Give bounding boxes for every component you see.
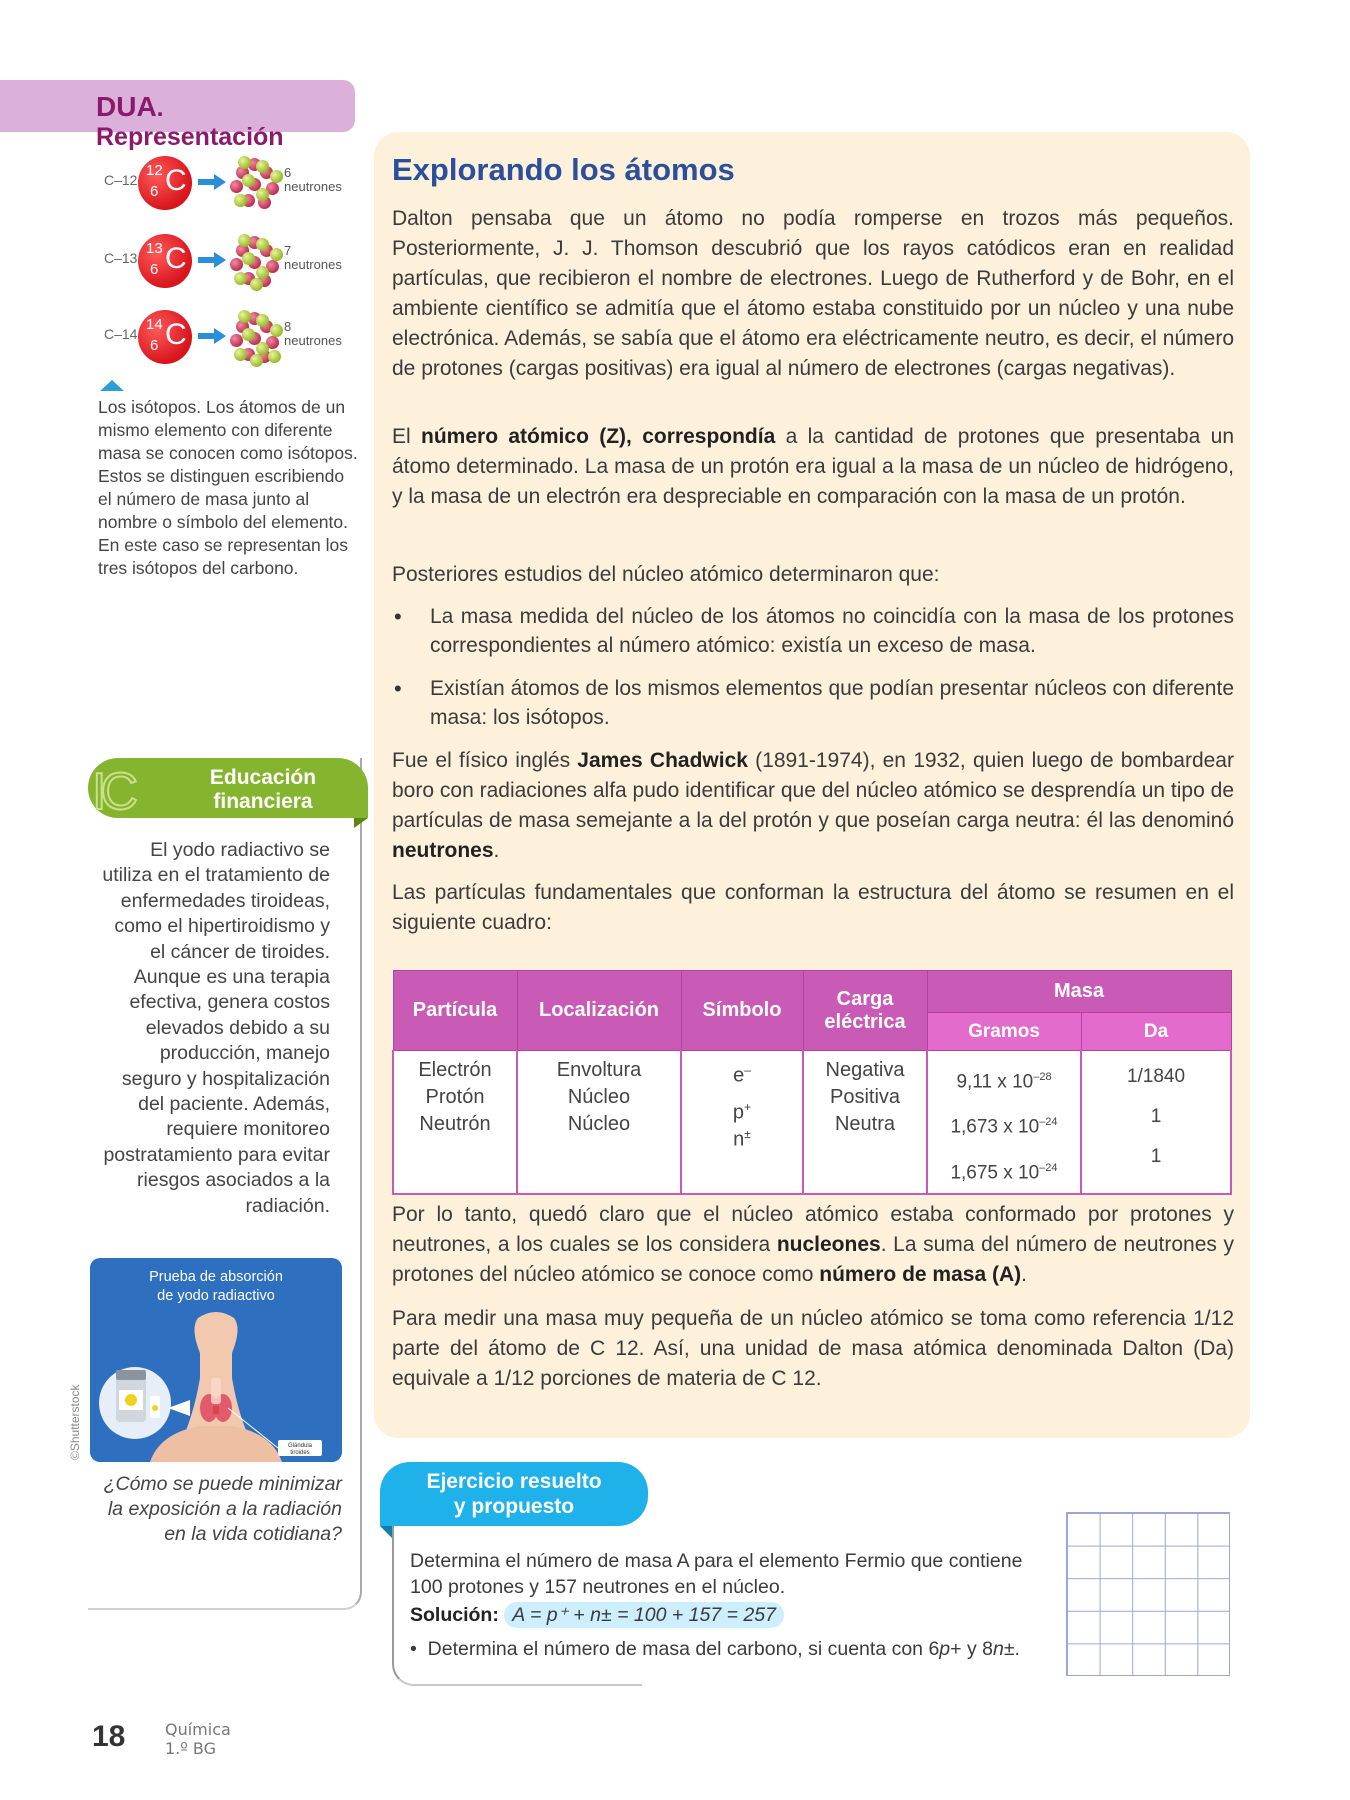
neutron-ball <box>250 278 263 291</box>
neutron-ball <box>242 174 255 187</box>
element-symbol: C <box>165 242 187 275</box>
cell-da: 1/1840 1 1 <box>1081 1051 1231 1194</box>
carbon-atom-icon <box>138 156 192 210</box>
paragraph-dalton-unit: Para medir una masa muy pequeña de un núcleo atómico se toma como referencia 1/12 parte del átomo de C 12. Así, una unidad de masa atómica denominada Dalton (Da) equivale a 1/12 porciones de materia de C 12. <box>392 1307 1234 1390</box>
thyroid-image-title: Prueba de absorción de yodo radiactivo <box>149 1269 283 1304</box>
isotope-row <box>100 304 360 370</box>
header-masa: Masa <box>927 971 1231 1013</box>
neutron-ball <box>238 310 251 323</box>
page-number: 18 <box>92 1720 126 1753</box>
dua-tab <box>0 80 355 151</box>
neutron-ball <box>256 342 269 355</box>
particles-table <box>392 970 1232 1195</box>
paragraph-nucleons: Por lo tanto, quedó claro que el núcleo atómico estaba conformado por protones y neutrones, a los cuales se los considera nucleones. La suma del número de neutrones y protones del núcleo atómico se conoce como número de masa (A). <box>392 1203 1235 1286</box>
exercise-task: • Determina el número de masa del carbono, si cuenta con 6p+ y 8n±. <box>410 1638 1020 1660</box>
isotope-label: C–14 <box>104 326 138 342</box>
proton-ball <box>230 258 243 271</box>
cell-gramos: 9,11 x $10^{-28}$ 1,673 x $10^{-24}$ 1,675 x $10^{-24}$ <box>927 1051 1081 1194</box>
table-row <box>393 1051 1231 1194</box>
neutron-ball <box>234 348 247 361</box>
carbon-atom-icon <box>138 310 192 364</box>
exercise-header <box>380 1462 648 1526</box>
neutron-ball <box>256 314 269 327</box>
header-carga: Carga eléctrica <box>803 971 927 1051</box>
mass-number: 14 <box>146 316 163 333</box>
neutron-ball <box>242 328 255 341</box>
financial-education-header <box>88 758 368 821</box>
financial-education-text: El yodo radiactivo se utiliza en el tratamiento de enfermedades tiroideas, como el hipertiroidismo y el cáncer de tiroides. Aunque es una terapia efectiva, genera costos elevados debido a su producción, manejo seguro y hospitalización del paciente. Además, requiere monitoreo postratamiento para evitar riesgos asociados a la radiación. <box>102 839 330 1217</box>
neutron-ball <box>256 266 269 279</box>
header-gramos: Gramos <box>927 1013 1081 1051</box>
financial-education-title: Educación financiera <box>209 766 317 813</box>
image-credit: ©Shutterstock <box>68 1384 82 1460</box>
cell-simbolo: e– p+ n± <box>681 1051 803 1194</box>
element-symbol: C <box>165 318 187 351</box>
neutron-count: 6 neutrones <box>284 165 342 194</box>
neutron-ball <box>270 248 283 261</box>
mass-number: 13 <box>146 240 163 257</box>
cell-particula: Electrón Protón Neutrón <box>393 1051 517 1194</box>
neutron-ball <box>268 350 281 363</box>
atomic-number: 6 <box>150 183 159 200</box>
reflection-question: ¿Cómo se puede minimizar la exposición a la radiación en la vida cotidiana? <box>103 1473 342 1545</box>
dua-title: DUA. Representación <box>96 91 284 151</box>
exercise-statement: Determina el número de masa A para el elemento Fermio que contiene 100 protones y 157 neutrones en el núcleo. <box>410 1550 1023 1598</box>
neutron-ball <box>242 252 255 265</box>
nucleus-cluster-icon <box>228 156 284 212</box>
cell-carga: Negativa Positiva Neutra <box>803 1051 927 1194</box>
arrow-right-icon <box>198 174 226 190</box>
thyroid-illustration <box>90 1258 342 1462</box>
section-title: Explorando los átomos <box>392 152 735 187</box>
neutron-ball <box>256 188 269 201</box>
header-simbolo: Símbolo <box>681 971 803 1051</box>
neutron-count: 7 neutrones <box>284 243 342 272</box>
atomic-number: 6 <box>150 261 159 278</box>
exercise-title: Ejercicio resuelto y propuesto <box>426 1470 602 1518</box>
neutron-ball <box>270 170 283 183</box>
paragraph-table-intro: Las partículas fundamentales que conforman la estructura del átomo se resumen en el siguiente cuadro: <box>392 881 1234 934</box>
header-fold-icon <box>354 818 368 828</box>
header-da: Da <box>1081 1013 1231 1051</box>
isotope-label: C–13 <box>104 250 138 266</box>
arrow-right-icon <box>198 328 226 344</box>
isotope-row <box>100 228 360 294</box>
element-symbol: C <box>165 164 187 197</box>
exercise-solution: Solución: A = p⁺ + n± = 100 + 157 = 257 <box>410 1602 1050 1628</box>
header-localizacion: Localización <box>517 971 681 1051</box>
neutron-ball <box>270 324 283 337</box>
subject-label: Química 1.º BG <box>165 1720 231 1758</box>
paragraph-chadwick: Fue el físico inglés James Chadwick (1891-1974), en 1932, quien luego de bombardear boro con radiaciones alfa pudo identificar que del núcleo atómico se desprendía un tipo de partículas de masa semejante a la del protón y que poseían carga neutra: él las denominó neutrones. <box>392 749 1234 862</box>
neutron-ball <box>234 194 247 207</box>
cell-localizacion: Envoltura Núcleo Núcleo <box>517 1051 681 1194</box>
arrow-right-icon <box>198 252 226 268</box>
paragraph-atomic-number: El número atómico (Z), correspondía a la cantidad de protones que presentaba un átomo determinado. La masa de un protón era igual a la masa de un núcleo de hidrógeno, y la masa de un electrón era despreciable en comparación con la masa de un protón. <box>392 425 1234 508</box>
neutron-ball <box>234 272 247 285</box>
proton-ball <box>230 334 243 347</box>
atomic-number: 6 <box>150 337 159 354</box>
neutron-ball <box>250 354 263 367</box>
carbon-atom-icon <box>138 234 192 288</box>
solution-formula: A = p⁺ + n± = 100 + 157 = 257 <box>504 1602 784 1628</box>
svg-text:tiroides: tiroides <box>290 1450 310 1456</box>
isotopes-caption: Los isótopos. Los átomos de un mismo elemento con diferente masa se conocen como isótopos. Estos se distinguen escribiendo el número de masa junto al nombre o símbolo del elemento. En este caso se representan los tres isótopos del carbono. <box>98 397 358 578</box>
neutron-ball <box>256 160 269 173</box>
neutron-ball <box>238 156 251 169</box>
nucleus-cluster-icon <box>228 234 284 290</box>
neutron-ball <box>256 238 269 251</box>
bullet-isotopes: • Existían átomos de los mismos elementos que podían presentar núcleos con diferente masa: los isótopos. <box>392 674 1234 732</box>
isotope-label: C–12 <box>104 172 138 188</box>
answer-grid[interactable] <box>1066 1512 1230 1676</box>
isotope-row <box>100 150 360 216</box>
paragraph-later-studies: Posteriores estudios del núcleo atómico determinaron que: <box>392 563 940 586</box>
header-fold-icon <box>380 1526 392 1538</box>
proton-ball <box>230 180 243 193</box>
thyroid-test-image <box>90 1258 342 1462</box>
ic-logo-icon: IC <box>92 763 132 821</box>
paragraph-dalton: Dalton pensaba que un átomo no podía romperse en trozos más pequeños. Posteriormente, J. J. Thomson descubrió que los rayos catódicos eran en realidad partículas, que recibieron el nombre de electrones. Luego de Rutherford y de Bohr, en el ambiente científico se admitía que el átomo estaba constituido por un núcleo y una nube electrónica. Además, se sabía que el átomo era eléctricamente neutro, es decir, el número de protones (cargas positivas) era igual al número de electrones (cargas negativas). <box>392 207 1234 380</box>
neutron-count: 8 neutrones <box>284 319 342 348</box>
caption-marker-icon <box>100 380 124 391</box>
mass-number: 12 <box>146 162 163 179</box>
neutron-ball <box>238 234 251 247</box>
header-particula: Partícula <box>393 971 517 1051</box>
svg-text:Glándula: Glándula <box>287 1443 313 1449</box>
nucleus-cluster-icon <box>228 310 284 366</box>
bullet-mass-excess: • La masa medida del núcleo de los átomos no coincidía con la masa de los protones correspondientes al número atómico: existía un exceso de masa. <box>392 602 1234 660</box>
